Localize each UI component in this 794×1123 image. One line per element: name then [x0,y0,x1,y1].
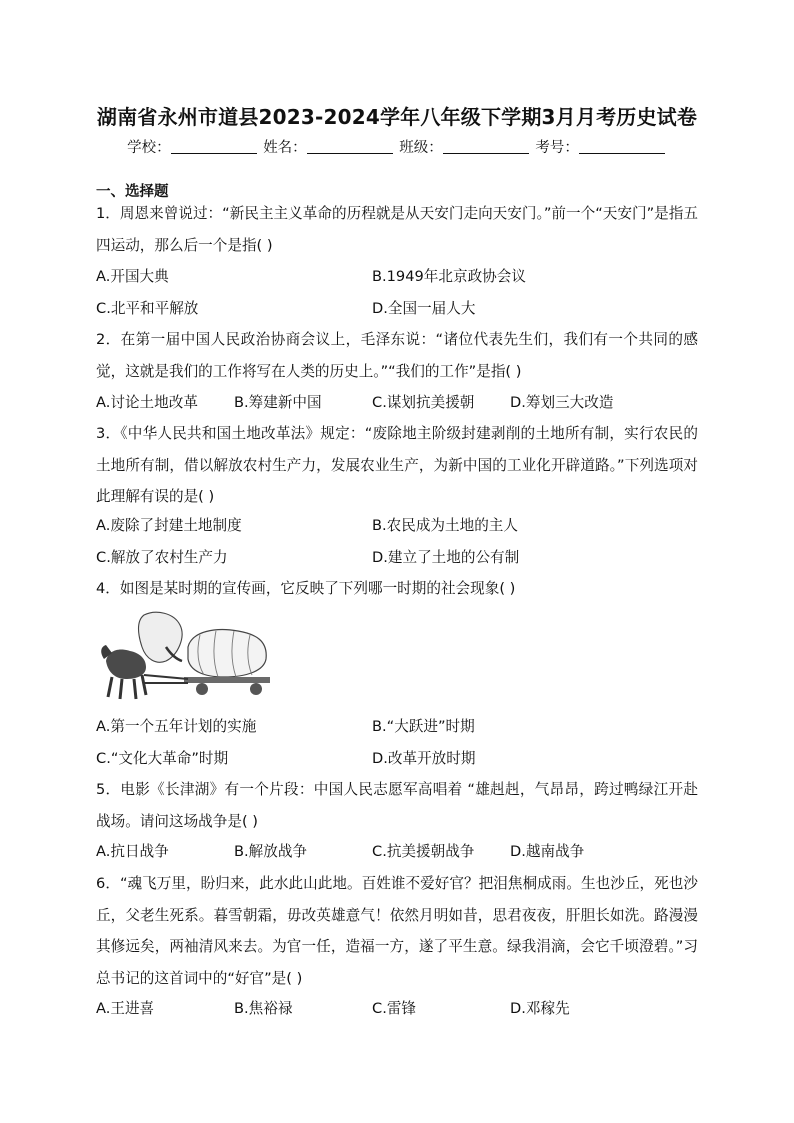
question-5: 5．电影《长津湖》有一个片段：中国人民志愿军高唱着 “雄赳赳，气昂昂，跨过鸭绿江开赴战场。请问这场战争是( ) [96,781,698,830]
option-b[interactable]: B.筹建新中国 [234,394,322,411]
question-1-options [96,261,698,324]
question-5-options [96,836,698,868]
option-b[interactable]: B.1949年北京政协会议 [372,268,526,285]
exam-number-blank[interactable] [579,139,665,154]
student-info-line [0,136,794,157]
question-3: 3．《中华人民共和国土地改革法》规定：“废除地主阶级封建剥削的土地所有制，实行农民的土地所有制，借以解放农村生产力，发展农业生产，为新中国的工业化开辟道路。”下列选项对此理解有误的是( ) [96,425,698,505]
section-title: 一、选择题 [96,184,169,200]
class-label: 班级： [399,140,443,156]
option-d[interactable]: D.建立了土地的公有制 [372,548,520,566]
question-6-options [96,993,698,1025]
option-b[interactable]: B.焦裕禄 [234,1000,293,1017]
option-a[interactable]: A.开国大典 [96,268,169,285]
school-blank[interactable] [171,139,257,154]
question-4: 4．如图是某时期的宣传画，它反映了下列哪一时期的社会现象( ) [96,580,516,597]
option-c[interactable]: C.北平和平解放 [96,299,199,317]
question-1: 1．周恩来曾说过：“新民主主义革命的历程就是从天安门走向天安门。”前一个“天安门”是指五四运动，那么后一个是指( ) [96,205,698,254]
question-3-options [96,510,698,573]
option-d[interactable]: D.全国一届人大 [372,299,476,317]
option-d[interactable]: D.筹划三大改造 [510,394,614,411]
question-6: 6．“魂飞万里，盼归来，此水此山此地。百姓谁不爱好官？把泪焦桐成雨。生也沙丘，死也沙丘，父老生死系。暮雪朝霜，毋改英雄意气！依然月明如昔，思君夜夜，肝胆长如洗。路漫漫其修远矣，两袖清风来去。为官一任，造福一方，遂了平生意。绿我涓滴，会它千顷澄碧。”习总书记的这首词中的“好官”是( ) [96,875,698,987]
name-blank[interactable] [307,139,393,154]
option-a[interactable]: A.废除了封建土地制度 [96,517,242,534]
option-c[interactable]: C.雷锋 [372,1000,417,1017]
option-c[interactable]: C.谋划抗美援朝 [372,394,475,411]
exam-number-label: 考号： [535,140,579,156]
question-4-options [96,711,698,774]
class-blank[interactable] [443,139,529,154]
exam-title: 湖南省永州市道县2023-2024学年八年级下学期3月月考历史试卷 [96,105,698,129]
option-c[interactable]: C.抗美援朝战争 [372,843,475,860]
question-2: 2．在第一届中国人民政治协商会议上，毛泽东说：“诸位代表先生们，我们有一个共同的感觉，这就是我们的工作将写在人类的历史上。”“我们的工作”是指( ) [96,331,698,380]
option-a[interactable]: A.抗日战争 [96,843,169,860]
option-d[interactable]: D.越南战争 [510,843,585,860]
option-d[interactable]: D.改革开放时期 [372,749,476,767]
option-c[interactable]: C.解放了农村生产力 [96,548,228,566]
option-a[interactable]: A.王进喜 [96,1000,155,1017]
name-label: 姓名： [263,140,307,156]
propaganda-illustration-icon [96,607,276,707]
option-c[interactable]: C.“文化大革命”时期 [96,749,229,767]
question-2-options [96,387,698,419]
option-b[interactable]: B.农民成为土地的主人 [372,517,518,534]
school-label: 学校： [127,140,171,156]
option-b[interactable]: B.解放战争 [234,843,308,860]
option-a[interactable]: A.第一个五年计划的实施 [96,718,257,735]
option-d[interactable]: D.邓稼先 [510,1000,570,1017]
option-a[interactable]: A.讨论土地改革 [96,394,198,411]
option-b[interactable]: B.“大跃进”时期 [372,718,475,735]
